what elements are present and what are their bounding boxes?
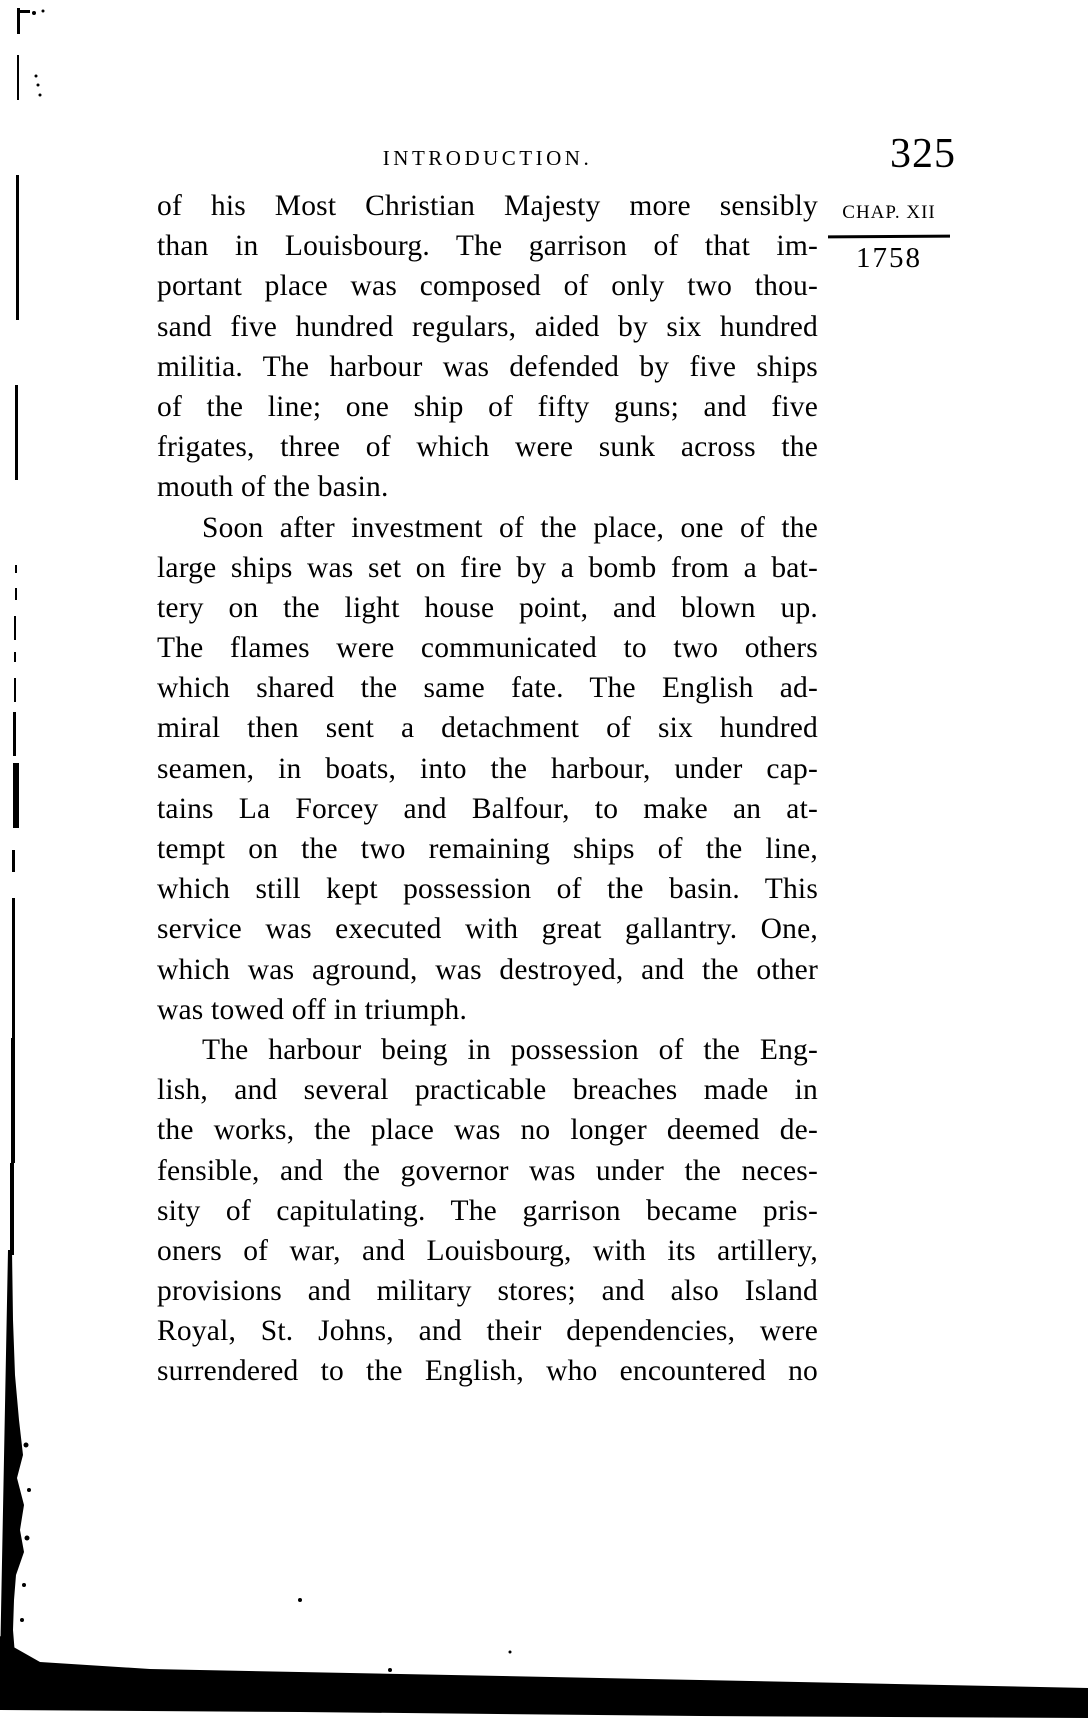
text-line: Soon after investment of the place, one of the [202,511,818,544]
text-line: seamen, in boats, into the harbour, under cap- [157,752,818,785]
margin-note [828,202,950,275]
margin-rule [828,235,950,239]
text-line: sity of capitulating. The garrison became pris- [157,1194,818,1227]
text-line: frigates, three of which were sunk across the [157,431,818,464]
text-line: provisions and military stores; and also Island [157,1275,818,1308]
gutter-line-segments [10,55,42,1255]
text-line: The harbour being in possession of the Eng- [202,1033,818,1066]
text-line: which still kept possession of the basin. This [157,873,818,906]
text-line: which was aground, was destroyed, and the other [157,953,818,986]
text-line: of the line; one ship of fifty guns; and five [157,390,818,423]
margin-chapter-label: CHAP. XII [842,202,936,223]
text-line: oners of war, and Louisbourg, with its artillery, [157,1234,818,1267]
text-line: tains La Forcey and Balfour, to make an at- [157,792,818,825]
text-line: surrendered to the English, who encountered no [157,1355,818,1388]
text-line: tempt on the two remaining ships of the line, [157,833,818,865]
margin-year-label: 1758 [856,242,922,274]
paragraph [157,186,818,508]
paragraph [157,1030,818,1392]
text-line: The flames were communicated to two others [157,632,818,665]
text-line: large ships was set on fire by a bomb from a bat- [157,551,818,584]
text-line: of his Most Christian Majesty more sensibly [157,190,818,222]
bottom-scan-band [0,1636,1088,1718]
text-line: which shared the same fate. The English ad- [157,672,818,705]
body-text [157,186,818,1392]
running-title: INTRODUCTION. [382,146,593,170]
text-line: fensible, and the governor was under the neces- [157,1154,818,1187]
text-line: tery on the light house point, and blown up. [157,591,818,624]
text-line: the works, the place was no longer deemed de- [157,1114,818,1147]
gutter-shadow-specks [20,1443,31,1623]
text-line: mouth of the basin. [157,471,389,504]
text-line: lish, and several practicable breaches made in [157,1074,818,1107]
ink-specks [298,1598,512,1672]
page-number: 325 [890,131,956,177]
gutter-shadow [0,1250,30,1666]
text-line: sand five hundred regulars, aided by six hundred [157,310,818,343]
text-line: portant place was composed of only two thou- [157,270,818,303]
text-line: service was executed with great gallantry. One, [157,913,818,946]
text-line: militia. The harbour was defended by five ships [157,350,818,383]
text-line: miral then sent a detachment of six hundred [157,712,818,745]
text-line: was towed off in triumph. [157,993,468,1026]
text-line: Royal, St. Johns, and their dependencies, were [157,1315,818,1348]
text-line: than in Louisbourg. The garrison of that im- [157,230,818,263]
paragraph [157,508,818,1030]
gutter-hook-mark [17,8,45,34]
